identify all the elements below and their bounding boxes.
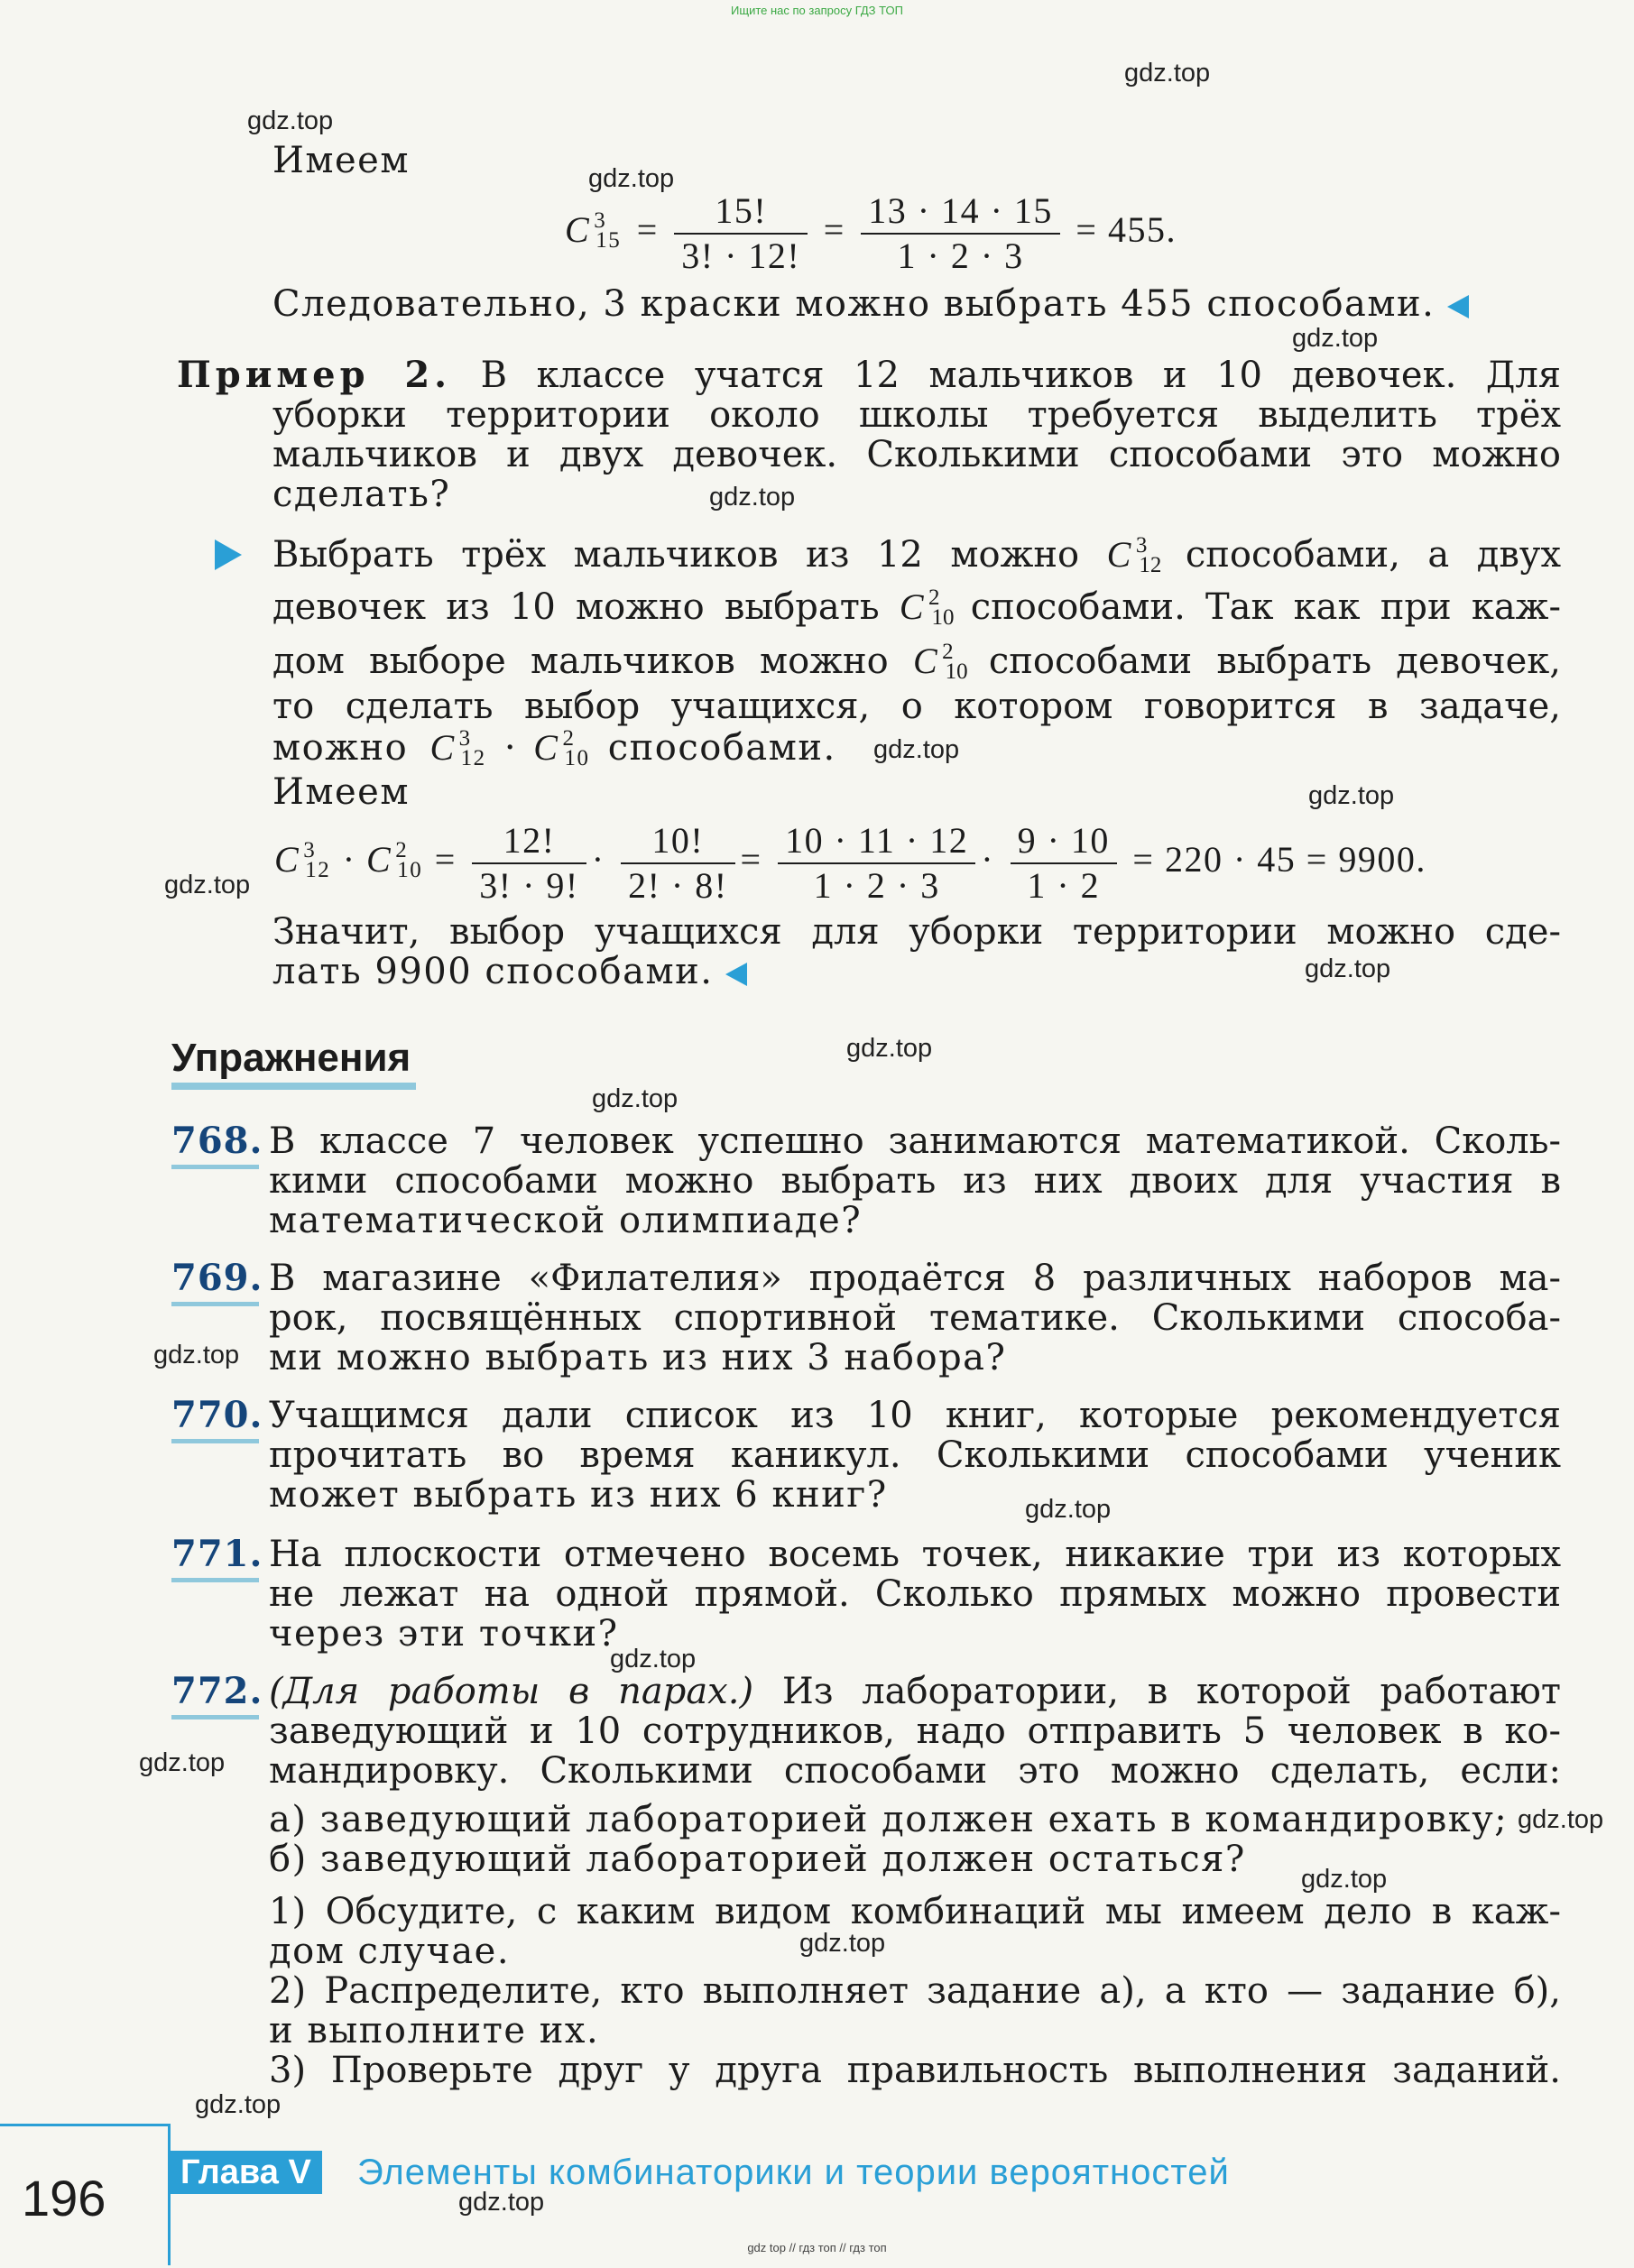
watermark: gdz.top <box>1301 1865 1388 1894</box>
watermark: gdz.top <box>1518 1805 1604 1834</box>
exercise-772-step1: 1) Обсудите, с каким видом комбинаций мы имеем дело в каж- <box>269 1891 1561 1932</box>
solution-line4: то сделать выбор учащихся, о котором говорится в задаче, <box>272 686 1561 727</box>
example2-line3: мальчиков и двух девочек. Сколькими способами это можно <box>272 434 1561 475</box>
end-marker-icon <box>1447 295 1469 318</box>
watermark: gdz.top <box>873 735 960 764</box>
header-note: Ищите нас по запросу ГДЗ ТОП <box>731 4 903 17</box>
solution-start-icon <box>215 539 242 570</box>
exercise-771-line3: через эти точки? <box>269 1613 619 1655</box>
watermark: gdz.top <box>153 1341 240 1369</box>
example2-conclusion-1: Значит, выбор учащихся для уборки территории можно сде- <box>272 911 1561 953</box>
exercise-772-option-a: а) заведующий лабораторией должен ехать в командировку; <box>269 1799 1509 1840</box>
watermark: gdz.top <box>588 164 675 193</box>
exercise-770-line1: Учащимся дали список из 10 книг, которые рекомендуется <box>269 1395 1561 1436</box>
watermark: gdz.top <box>1025 1495 1112 1524</box>
watermark: gdz.top <box>164 871 251 899</box>
exercise-768-line1: В классе 7 человек успешно занимаются математикой. Сколь- <box>269 1120 1561 1162</box>
exercise-770-line2: прочитать во время каникул. Сколькими способами ученик <box>269 1434 1561 1476</box>
exercises-title: Упражнения <box>171 1036 411 1080</box>
watermark: gdz.top <box>1308 781 1395 810</box>
watermark: gdz.top <box>1292 324 1379 353</box>
example2-line2: уборки территории около школы требуется выделить трёх <box>272 394 1561 436</box>
chapter-badge: Глава V <box>170 2151 322 2194</box>
watermark: gdz.top <box>799 1929 886 1958</box>
solution-line3: дом выборе мальчиков можно C 2 10 способами выбрать девочек, <box>272 640 1562 684</box>
watermark: gdz.top <box>1124 59 1211 88</box>
exercise-number: 770. <box>171 1394 263 1436</box>
solution-line2: девочек из 10 можно выбрать C 2 10 способами. Так как при каж- <box>272 585 1561 630</box>
exercise-772-step2-cont: и выполните их. <box>269 2010 600 2051</box>
exercise-772-step3: 3) Проверьте друг у друга правильность выполнения заданий. <box>269 2050 1561 2091</box>
exercise-770-line3: может выбрать из них 6 книг? <box>269 1474 888 1516</box>
exercise-771-line2: не лежат на одной прямой. Сколько прямых можно провести <box>269 1573 1561 1615</box>
exercise-772-line1: (Для работы в парах.) Из лаборатории, в которой работают <box>269 1671 1561 1712</box>
watermark: gdz.top <box>592 1084 679 1113</box>
formula-c15-3: C 3 15 = $\frac{15!}{3! \cdot 12!}$ = $\frac{13 \cdot 14 \cdot 15}{1 \cdot 2 \cdot 3}$ = 455. <box>565 189 1177 276</box>
exercise-772-line2: заведующий и 10 сотрудников, надо отправить 5 человек в ко- <box>269 1710 1561 1752</box>
example2-conclusion-2: лать 9900 способами. <box>272 951 747 992</box>
chapter-title: Элементы комбинаторики и теории вероятностей <box>357 2153 1230 2192</box>
watermark: gdz.top <box>846 1034 933 1063</box>
watermark: gdz.top <box>195 2090 282 2119</box>
footer-note: gdz top // гдз топ // гдз топ <box>747 2241 887 2254</box>
exercise-772-line3: мандировку. Сколькими способами это можно сделать, если: <box>269 1750 1561 1792</box>
exercise-768-line3: математической олимпиаде? <box>269 1200 863 1241</box>
formula-product: C 3 12 · C 2 10 = $\frac{12!}{3! \cdot 9!}$ · $\frac{10!}{2! \cdot 8!}$ = $\frac{10 \cdot 11 \cdot 12}{1 \cdot 2 \cdot 3}$ · $\frac{9 \cdot 10}{1 \cdot 2}$ = 220 · 45 = 9900. <box>274 819 1426 906</box>
watermark: gdz.top <box>610 1645 697 1673</box>
exercise-772-step1-cont: дом случае. <box>269 1931 511 1972</box>
exercise-769-line3: ми можно выбрать из них 3 набора? <box>269 1337 1007 1378</box>
exercise-number: 771. <box>171 1533 263 1575</box>
example2-line4: сделать? <box>272 474 451 515</box>
have-label-2: Имеем <box>272 771 410 813</box>
exercise-771-line1: На плоскости отмечено восемь точек, никакие три из которых <box>269 1534 1561 1575</box>
solution-line1: Выбрать трёх мальчиков из 12 можно C 3 12 способами, а двух <box>272 533 1562 577</box>
watermark: gdz.top <box>709 483 796 512</box>
have-label-1: Имеем <box>272 140 410 181</box>
exercise-number: 768. <box>171 1120 263 1162</box>
example2-line1: Пример 2. В классе учатся 12 мальчиков и 10 девочек. Для <box>177 354 1561 396</box>
exercise-769-line2: рок, посвящённых спортивной тематике. Сколькими способа- <box>269 1297 1561 1339</box>
exercise-number: 772. <box>171 1670 263 1712</box>
solution-line5: можно C 3 12 · C 2 10 способами. <box>272 726 836 770</box>
example1-conclusion: Следовательно, 3 краски можно выбрать 455 способами. <box>272 283 1469 325</box>
watermark: gdz.top <box>139 1748 226 1777</box>
exercise-768-line2: кими способами можно выбрать из них двоих для участия в <box>269 1160 1561 1202</box>
watermark: gdz.top <box>1305 954 1391 983</box>
exercise-769-line1: В магазине «Филателия» продаётся 8 различных наборов ма- <box>269 1258 1561 1299</box>
page-number: 196 <box>22 2170 106 2227</box>
watermark: gdz.top <box>458 2188 545 2217</box>
end-marker-icon <box>725 963 747 986</box>
exercise-number: 769. <box>171 1257 263 1299</box>
exercise-772-option-b: б) заведующий лабораторией должен остаться? <box>269 1839 1246 1880</box>
watermark: gdz.top <box>247 106 334 135</box>
exercise-772-step2: 2) Распределите, кто выполняет задание а), а кто — задание б), <box>269 1970 1561 2012</box>
